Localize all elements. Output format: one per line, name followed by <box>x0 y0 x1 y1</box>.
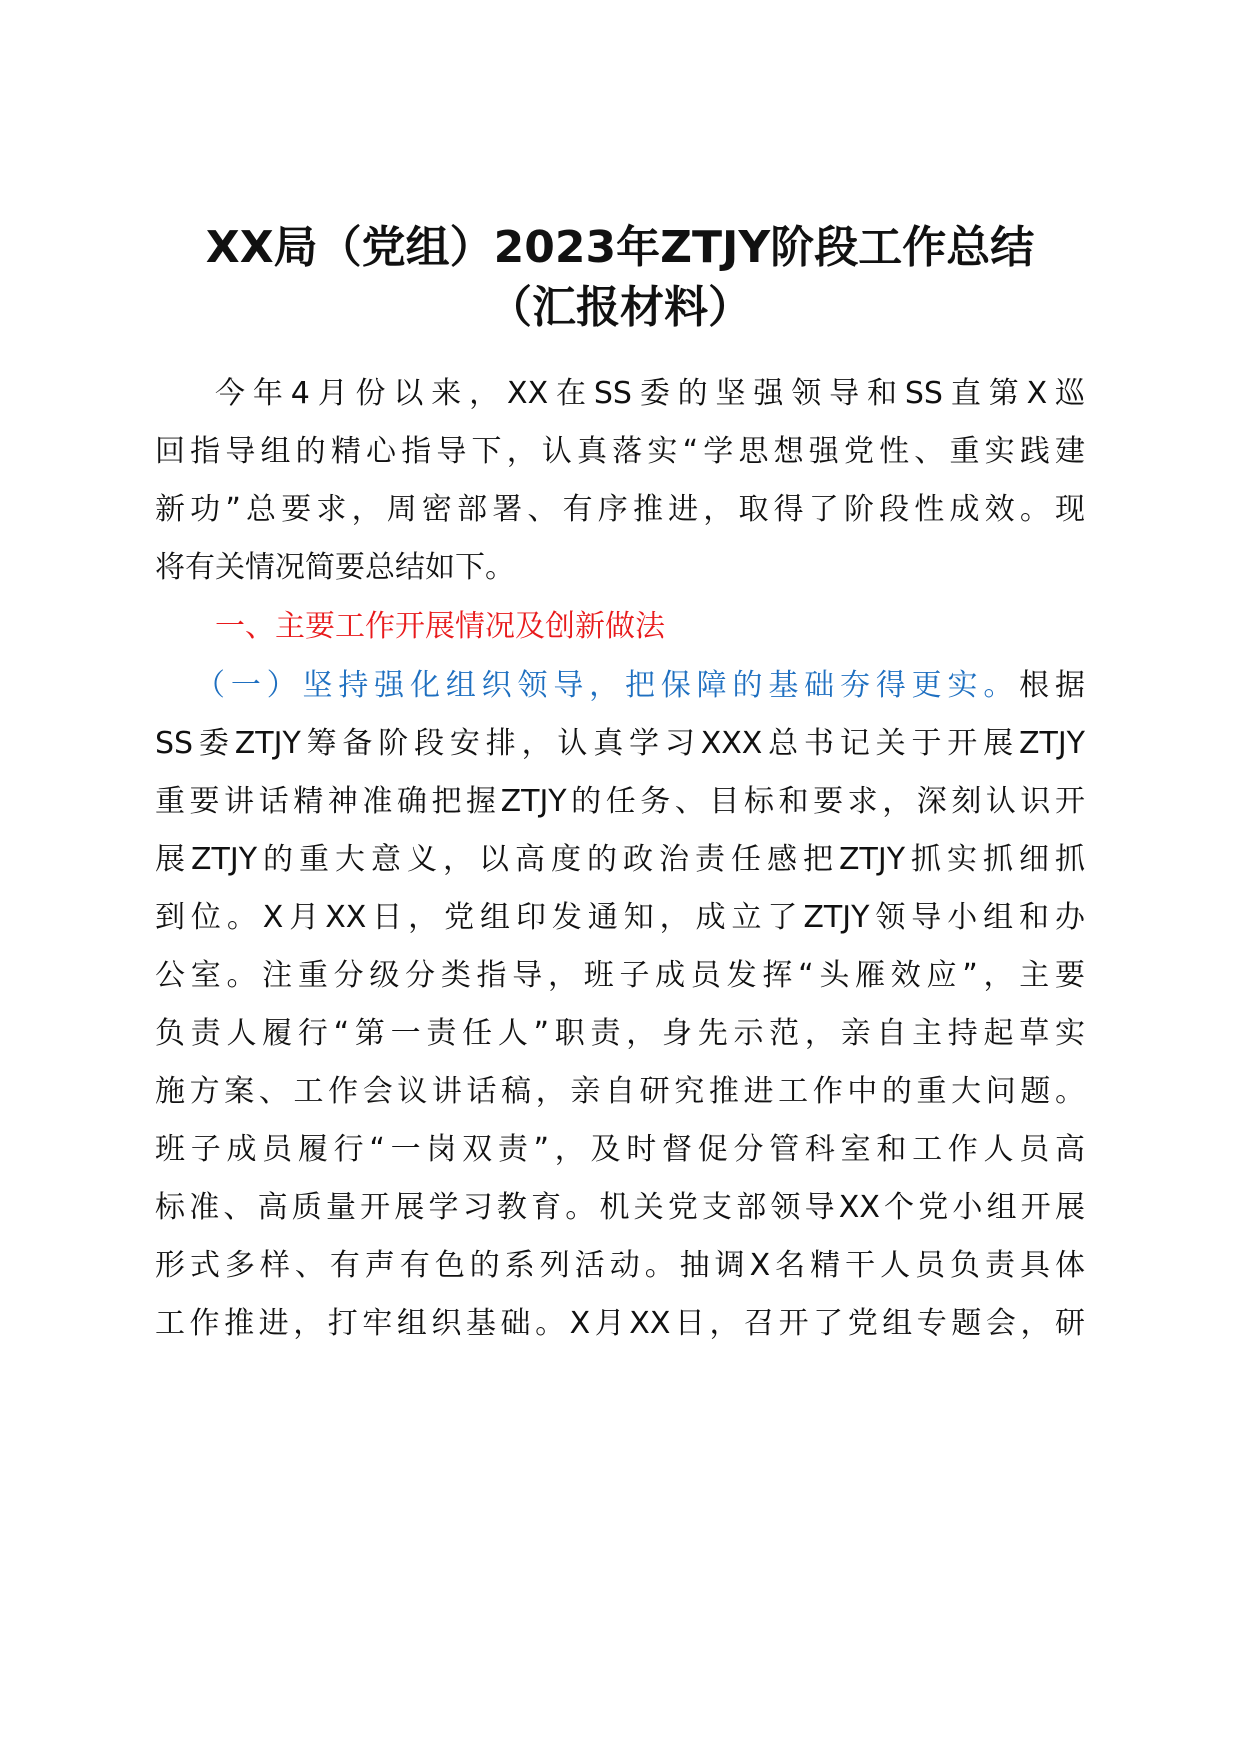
body-line: 展ZTJY的重大意义，以高度的政治责任感把ZTJY抓实抓细抓 <box>155 842 1085 877</box>
body-line: SS委ZTJY筹备阶段安排，认真学习XXX总书记关于开展ZTJY <box>155 726 1085 761</box>
intro-line: 将有关情况简要总结如下。 <box>155 550 515 585</box>
body-line: 形式多样、有声有色的系列活动。抽调X名精干人员负责具体 <box>155 1248 1085 1283</box>
subsection-lead-text: 根据 <box>1019 668 1086 703</box>
body-line: 工作推进，打牢组织基础。X月XX日，召开了党组专题会，研 <box>155 1306 1085 1341</box>
document-subtitle: （汇报材料） <box>488 282 752 333</box>
intro-line: 新功”总要求，周密部署、有序推进，取得了阶段性成效。现 <box>155 492 1085 527</box>
subsection-paragraph-start <box>195 654 1085 718</box>
body-line: 标准、高质量开展学习教育。机关党支部领导XX个党小组开展 <box>155 1190 1085 1225</box>
body-line: 班子成员履行“一岗双责”，及时督促分管科室和工作人员高 <box>155 1132 1085 1167</box>
body-line: 施方案、工作会议讲话稿，亲自研究推进工作中的重大问题。 <box>155 1074 1085 1109</box>
body-line: 重要讲话精神准确把握ZTJY的任务、目标和要求，深刻认识开 <box>155 784 1085 819</box>
intro-line: 今年4月份以来，XX在SS委的坚强领导和SS直第X巡 <box>215 376 1085 411</box>
body-line: 到位。X月XX日，党组印发通知，成立了ZTJY领导小组和办 <box>155 900 1085 935</box>
body-line: 公室。注重分级分类指导，班子成员发挥“头雁效应”，主要 <box>155 958 1085 993</box>
section-heading: 一、主要工作开展情况及创新做法 <box>215 609 665 644</box>
body-line: 负责人履行“第一责任人”职责，身先示范，亲自主持起草实 <box>155 1016 1085 1051</box>
subsection-heading: （一）坚持强化组织领导，把保障的基础夯得更实。 <box>195 668 1020 703</box>
intro-line: 回指导组的精心指导下，认真落实“学思想强党性、重实践建 <box>155 434 1085 469</box>
document-title: XX局（党组）2023年ZTJY阶段工作总结 <box>205 222 1035 273</box>
